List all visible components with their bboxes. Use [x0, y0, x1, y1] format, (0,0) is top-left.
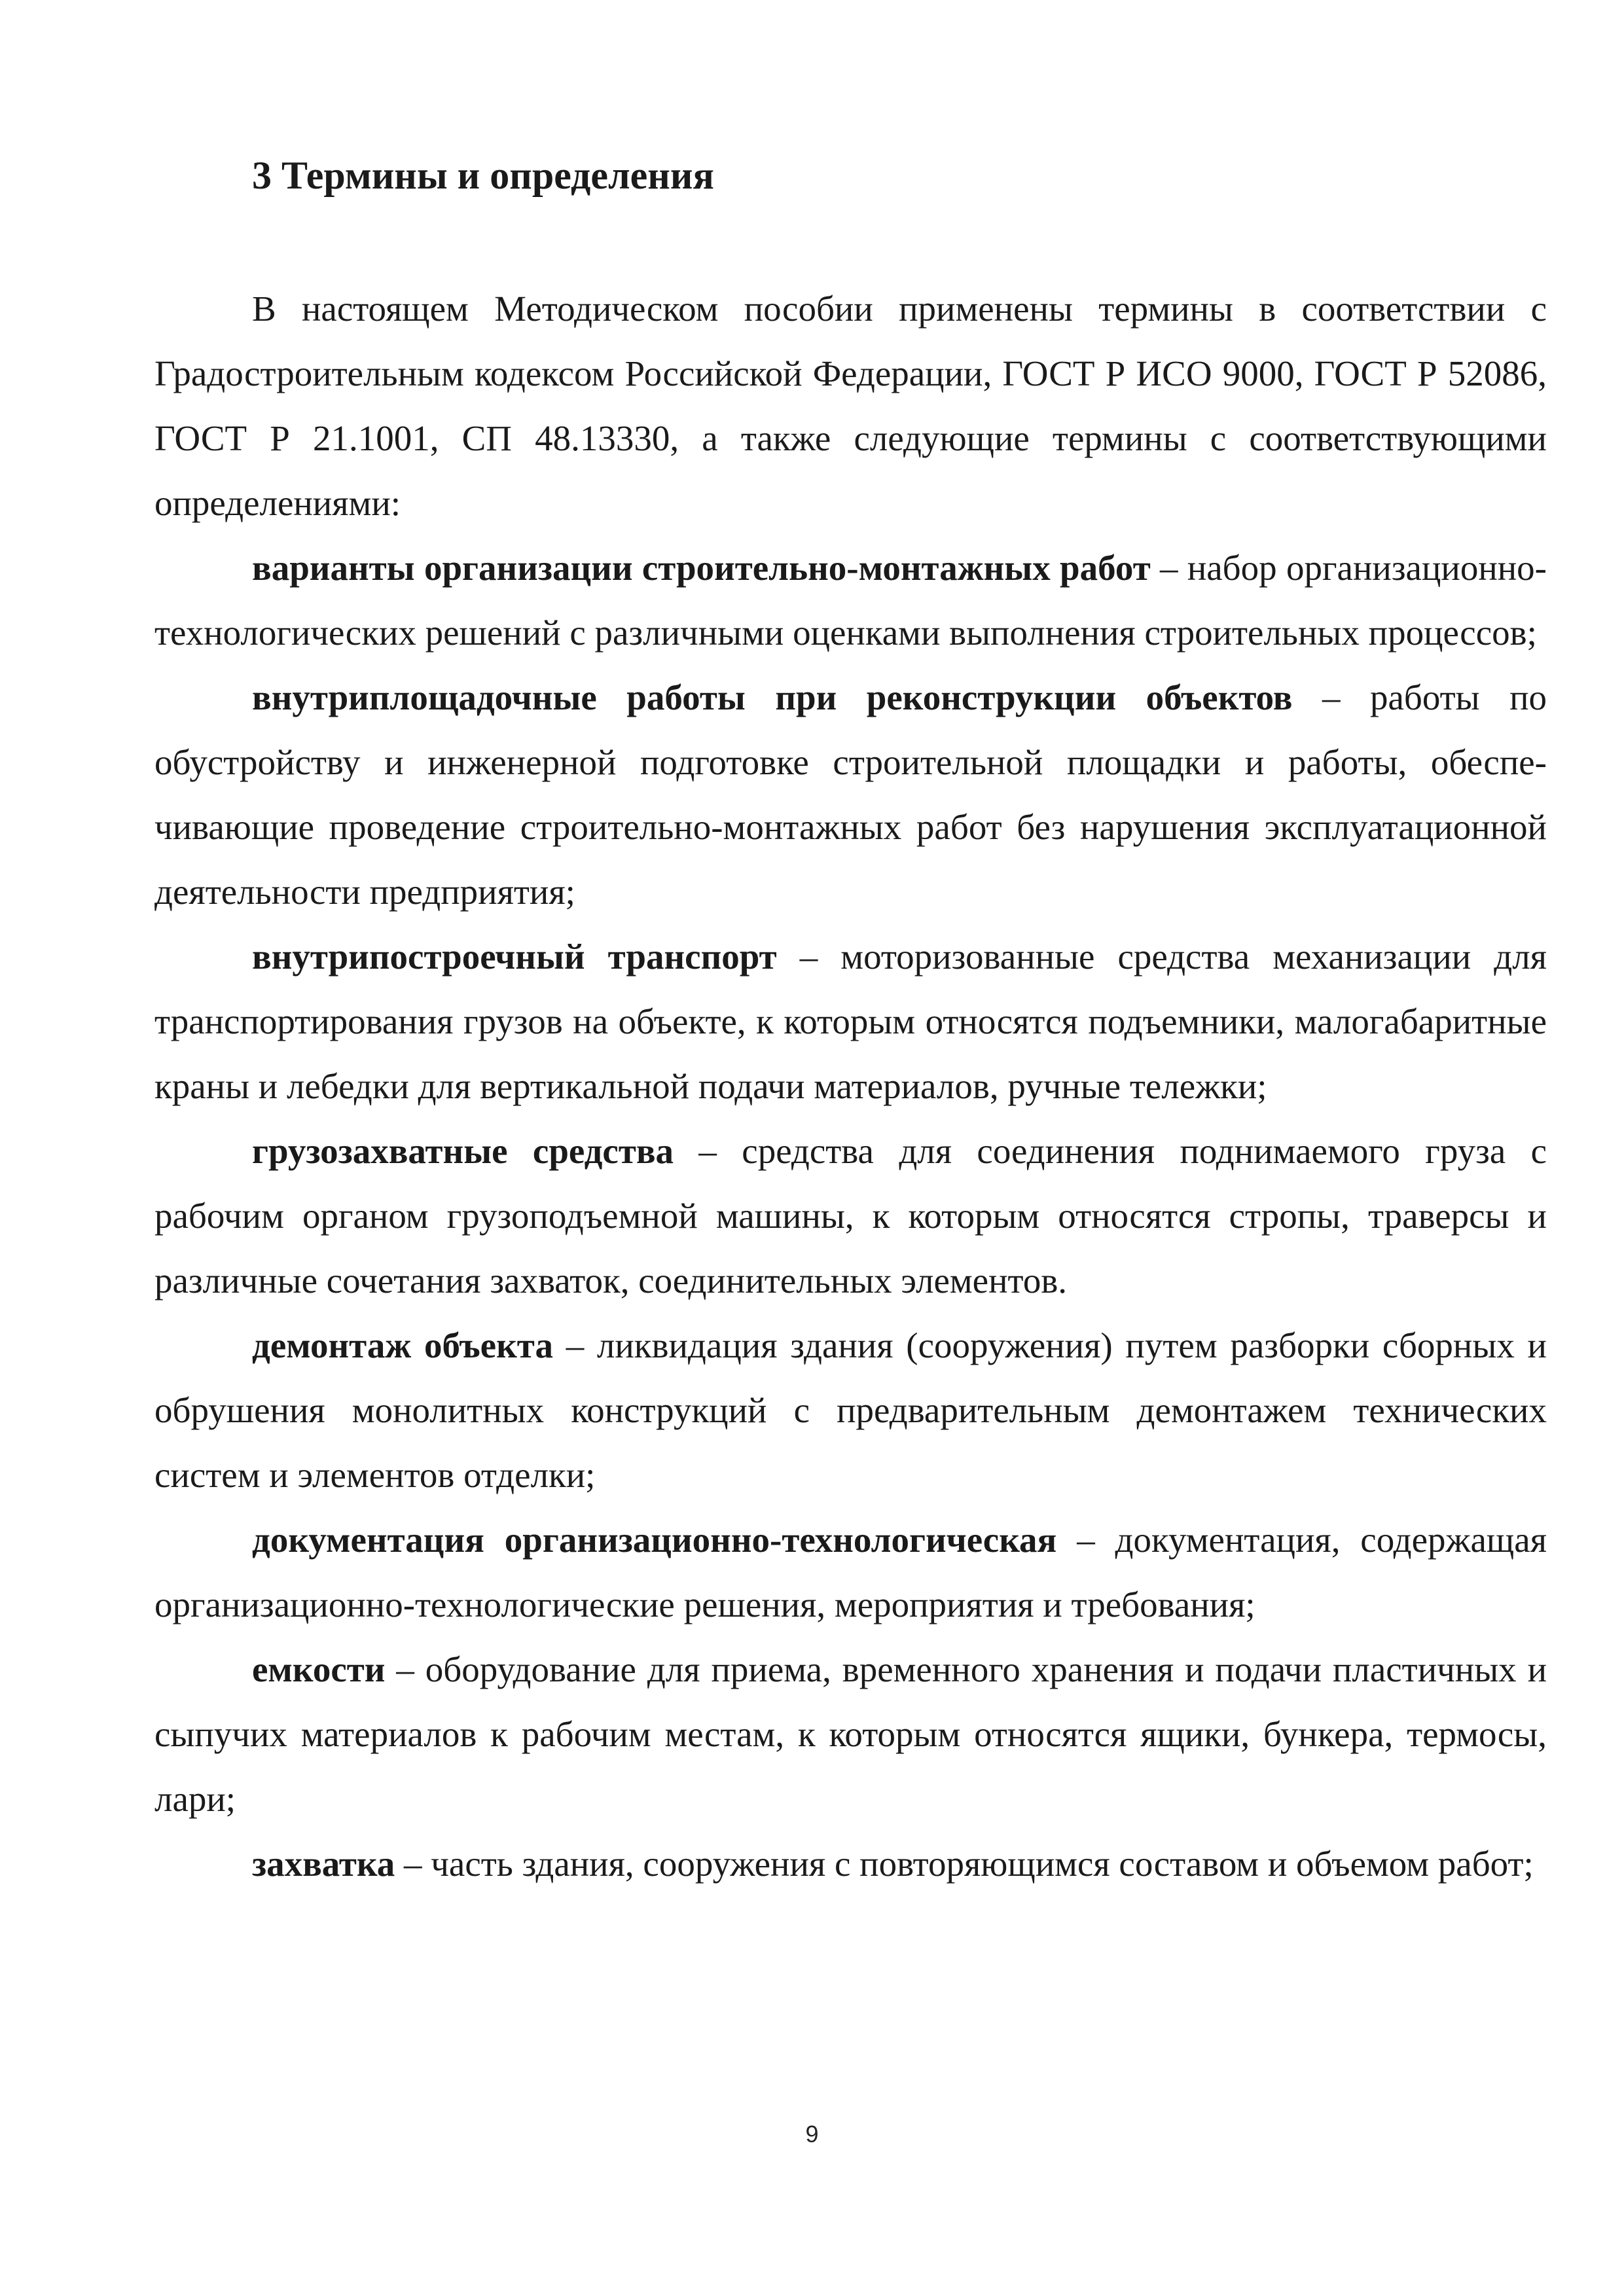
definition-text: – часть здания, сооружения с повторяющимся составом и объемом работ; [395, 1844, 1534, 1884]
page-number: 9 [805, 2121, 819, 2147]
definition-term: демонтаж объекта [252, 1325, 553, 1365]
definition-paragraph [154, 1507, 1547, 1637]
definition-paragraph [154, 924, 1547, 1119]
definition-text: – документация, содержащая организационно-технологические решения, мероприятия и требования; [154, 1520, 1547, 1624]
definition-text: – средства для соединения поднимаемого груза с рабочим органом грузоподъемной машины, к которым относятся стропы, траверсы и различные сочетания захваток, соединительных элементов. [154, 1131, 1547, 1300]
definition-term: емкости [252, 1649, 386, 1689]
definition-term: внутриплощадочные работы при реконструкции объектов [252, 677, 1293, 717]
definition-text: – оборудование для приема, временного хранения и подачи пластичных и сыпучих материалов к рабочим местам, к которым относятся ящики, бункера, термосы, лари; [154, 1649, 1547, 1819]
definition-paragraph [154, 1831, 1547, 1896]
definition-paragraph [154, 1313, 1547, 1507]
definition-text: – моторизованные средства механизации для транспортирования грузов на объекте, к которым относятся подъемники, малогабаритные краны и лебедки для вертикальной подачи материалов, ручные тележки; [154, 937, 1547, 1106]
definition-term: варианты организации строительно-монтажных работ [252, 548, 1151, 588]
definition-paragraph [154, 1119, 1547, 1313]
definition-paragraph [154, 1637, 1547, 1831]
definition-text: – набор организационно-технологических решений с различными оценками выполнения строительных процессов; [154, 548, 1547, 653]
document-body [154, 276, 1547, 1896]
definition-paragraph [154, 665, 1547, 924]
definition-text: – ликвидация здания (сооружения) путем разборки сборных и обрушения монолитных конструкций с предварительным демонтажем технических систем и элементов отделки; [154, 1325, 1547, 1495]
definition-text: – работы по обустройству и инженерной подготовке строительной площадки и работы, обеспечивающие проведение строительно-монтажных работ без нарушения эксплуатационной деятельности предприятия; [154, 677, 1547, 912]
definition-term: грузозахватные средства [252, 1131, 674, 1171]
definition-term: захватка [252, 1844, 395, 1884]
intro-paragraph: В настоящем Методическом пособии применены термины в соответствии с Градостроительным кодексом Российской Федерации, ГОСТ Р ИСО 9000, ГОСТ Р 52086, ГОСТ Р 21.1001, СП 48.13330, а также следующие термины с соответствующими определениями: [154, 289, 1547, 523]
definition-paragraph [154, 535, 1547, 665]
definition-term: документация организационно-технологическая [252, 1520, 1057, 1560]
section-title: 3 Термины и определения [252, 154, 714, 197]
definition-term: внутрипостроечный транспорт [252, 937, 777, 977]
